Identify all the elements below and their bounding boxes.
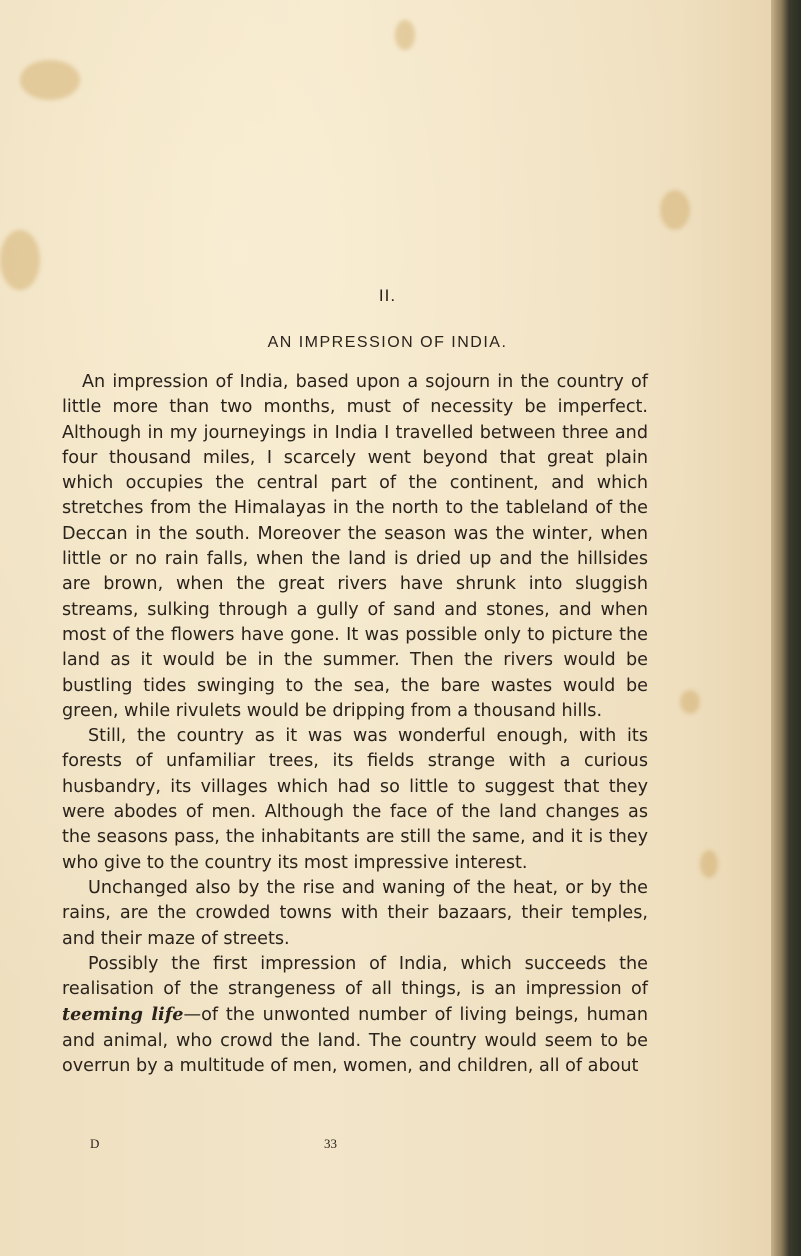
chapter-title: AN IMPRESSION OF INDIA. bbox=[267, 334, 508, 351]
page-footer bbox=[90, 1136, 390, 1158]
foxing-stain bbox=[0, 230, 40, 290]
book-spine bbox=[771, 0, 801, 1256]
foxing-stain bbox=[20, 60, 80, 100]
foxing-stain bbox=[680, 690, 700, 714]
emphasis-text: teeming life bbox=[62, 1004, 184, 1026]
paragraph-text: Possibly the first impression of India, which succeeds the realisation of the strangeness of all things, is an impression of bbox=[62, 953, 648, 1000]
chapter-number: II. bbox=[378, 286, 397, 305]
paragraph: An impression of India, based upon a sojourn in the country of little more than two months, must of necessity be imperfect. Although in my journeyings in India I travelled between three and four thousand miles, I scarcely went beyond that great plain which occupies the central part of the continent, and which stretches from the Himalayas in the north to the tableland of the Deccan in the south. Moreover the season was the winter, when little or no rain falls, when the land is dried up and the hillsides are brown, when the great rivers have shrunk into sluggish streams, sulking through a gully of sand and stones, and when most of the flowers have gone. It was possible only to picture the land as it would be in the summer. Then the rivers would be bustling tides swinging to the sea, the bare wastes would be green, while rivulets would be dripping from a thousand hills. bbox=[62, 372, 648, 721]
paragraph-text: —of the unwonted number of living beings, human and animal, who crowd the land. The country would seem to be overrun by a multitude of men, women, and children, all of about bbox=[62, 1005, 648, 1077]
foxing-stain bbox=[395, 20, 415, 50]
page-number: 33 bbox=[324, 1136, 337, 1151]
signature-mark: D bbox=[90, 1136, 100, 1151]
paragraph: Unchanged also by the rise and waning of the heat, or by the rains, are the crowded towns with their bazaars, their temples, and their maze of streets. bbox=[62, 877, 648, 949]
paragraph bbox=[62, 952, 648, 1079]
foxing-stain bbox=[660, 190, 690, 230]
foxing-stain bbox=[700, 850, 718, 878]
paragraph: Still, the country as it was was wonderful enough, with its forests of unfamiliar trees, its fields strange with a curious husbandry, its villages which had so little to suggest that they were abodes of men. Although the face of the land changes as the seasons pass, the inhabitants are still the same, and it is they who give to the country its most impressive interest. bbox=[62, 726, 648, 873]
body-text bbox=[62, 370, 648, 1079]
